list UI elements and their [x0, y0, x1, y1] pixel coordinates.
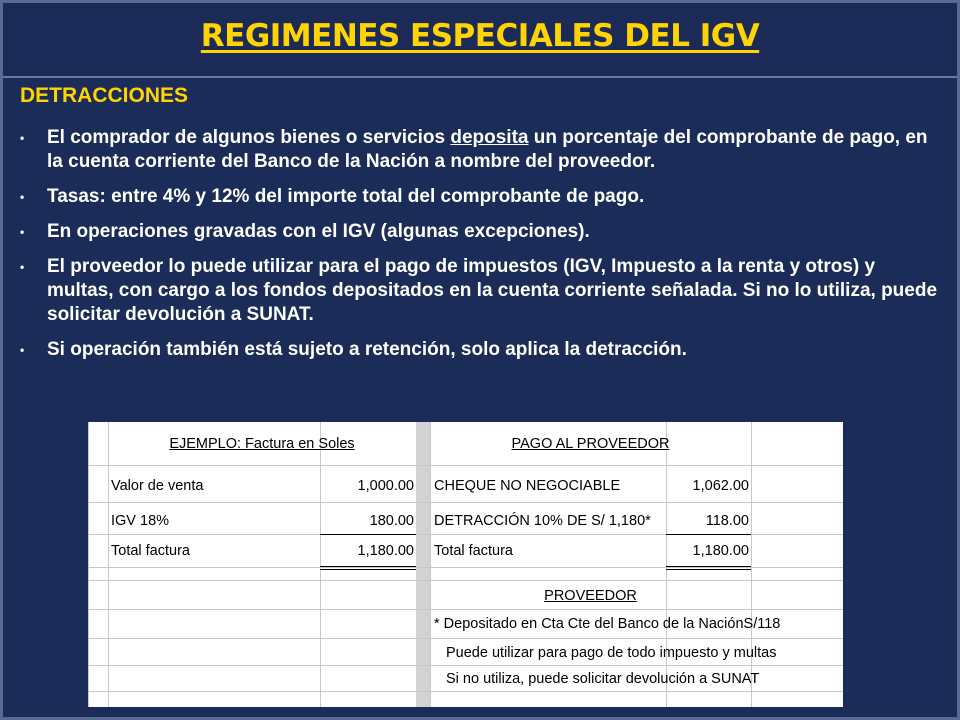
page-title: REGIMENES ESPECIALES DEL IGV: [200, 18, 760, 54]
row-value: 1,062.00: [692, 478, 749, 494]
bullet-icon: •: [20, 343, 25, 357]
bullet-item: [20, 255, 945, 327]
grid-line: [88, 665, 843, 666]
bullet-item: [20, 185, 945, 209]
row-label: IGV 18%: [111, 513, 170, 529]
row-label: Total factura: [111, 543, 190, 559]
row-value: 180.00: [369, 513, 414, 529]
row-label: DETRACCIÓN 10% DE S/ 1,180*: [434, 513, 651, 529]
spreadsheet-example: [88, 422, 843, 707]
row-label: Total factura: [434, 543, 513, 559]
note-line: * Depositado en Cta Cte del Banco de la NaciónS/118: [434, 616, 781, 632]
sum-rule: [666, 534, 751, 535]
bullet-item: [20, 126, 945, 174]
proveedor-header: PROVEEDOR: [544, 588, 637, 604]
row-value: 1,180.00: [357, 543, 414, 559]
bullet-text: un porcentaje del comprobante de pago, en la cuenta corriente del Banco de la Nación a nombre del proveedor.: [47, 127, 928, 172]
bullet-icon: •: [20, 260, 25, 274]
bullet-icon: •: [20, 190, 25, 204]
bullet-text: Si operación también está sujeto a retención, solo aplica la detracción.: [47, 339, 687, 360]
bullet-icon: •: [20, 131, 25, 145]
note-line: Puede utilizar para pago de todo impuesto y multas: [446, 645, 777, 661]
total-double-rule: [320, 566, 416, 570]
row-value: 118.00: [705, 513, 749, 529]
payment-header: PAGO AL PROVEEDOR: [511, 436, 670, 452]
bullet-text: El comprador de algunos bienes o servicios: [47, 127, 451, 148]
bullet-text: El proveedor lo puede utilizar para el pago de impuestos (IGV, Impuesto a la renta y otros) y multas, con cargo a los fondos depositados en la cuenta corriente señalada. Si no lo utiliza, puede solicitar devolución a SUNAT.: [47, 256, 938, 325]
bullet-item: [20, 338, 945, 362]
grid-line: [88, 609, 843, 610]
row-value: 1,180.00: [692, 543, 749, 559]
example-header: EJEMPLO: Factura en Soles: [169, 436, 355, 452]
grid-line: [88, 638, 843, 639]
row-label: CHEQUE NO NEGOCIABLE: [434, 478, 621, 494]
bullet-text: Tasas: entre 4% y 12% del importe total del comprobante de pago.: [47, 186, 645, 207]
bullet-item: [20, 220, 945, 244]
grid-line: [88, 691, 843, 692]
bullet-text: En operaciones gravadas con el IGV (algunas excepciones).: [47, 221, 590, 242]
bullet-list: [20, 126, 945, 373]
row-value: 1,000.00: [357, 478, 414, 494]
total-double-rule: [666, 566, 751, 570]
section-title: DETRACCIONES: [20, 84, 189, 107]
grid-line: [88, 580, 843, 581]
grid-line: [88, 502, 843, 503]
bullet-emphasis: deposita: [450, 127, 529, 148]
row-label: Valor de venta: [111, 478, 204, 494]
note-line: Si no utiliza, puede solicitar devolución a SUNAT: [446, 671, 760, 687]
grid-line: [88, 465, 843, 466]
sum-rule: [320, 534, 416, 535]
bullet-icon: •: [20, 225, 25, 239]
